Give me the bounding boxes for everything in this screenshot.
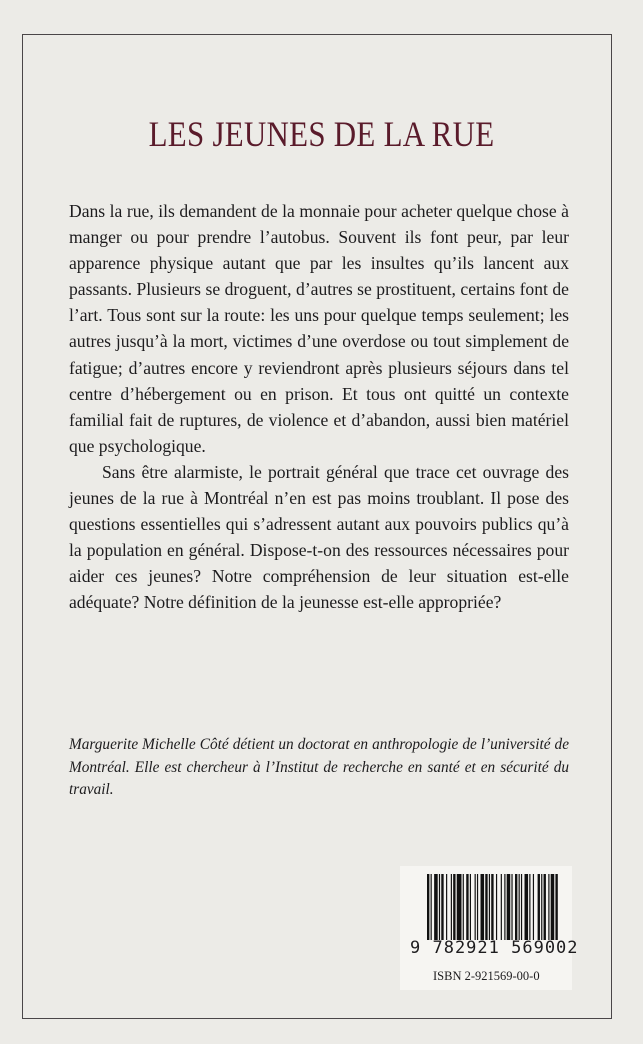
barcode-bar [529,874,530,940]
barcode-bar [555,874,557,940]
blurb-text [69,198,569,616]
barcode-bar [470,874,471,940]
barcode-bar [434,874,438,940]
barcode-bar [463,874,464,940]
barcode-bar [504,874,505,940]
barcode-bar [548,874,549,940]
barcode-bar [475,874,476,940]
barcode-bar [511,874,512,940]
blurb-paragraph-1: Dans la rue, ils demandent de la monnaie pour acheter quelque chose à manger ou pour prendre l’autobus. Souvent ils font peur, par leur apparence physique autant que par les insultes qu’ils lancent aux passants. Plusieurs se droguent, d’autres se prostituent, certains font de l’art. Tous sont sur la route: les uns pour quelque temps seulement; les autres jusqu’à la mort, victimes d’une overdose ou tout simplement de fatigue; d’autres encore y reviendront après plusieurs séjours dans tel centre d’hébergement ou en prison. Et tous ont quitté un contexte familial fait de ruptures, de violence et d’abandon, aussi bien matériel que psychologique. [69,201,569,456]
barcode-bar [496,874,497,940]
barcode-digits: 9 782921 569002 [410,938,579,958]
blurb-paragraph-2: Sans être alarmiste, le portrait général que trace cet ouvrage des jeunes de la rue à Montréal n’en est pas moins troublant. Il pose des questions essentielles qui s’adressent autant aux pouvoirs publics qu’à la population en général. Dispose-t-on des ressources nécessaires pour aider ces jeunes? Notre compréhension de leur situation est-elle adéquate? Notre définition de la jeunesse est-elle appropriée? [69,461,569,613]
barcode-bar [519,874,520,940]
barcode-bar [431,874,432,940]
barcode-block [400,866,579,990]
barcode-bar [491,874,493,940]
barcode-bar [466,874,468,940]
barcode-bar [515,874,517,940]
barcode-bar [477,874,478,940]
barcode-bar [453,874,455,940]
barcode-bar [485,874,487,940]
barcode-bar [541,874,542,940]
barcode-bar [501,874,502,940]
barcode-bar [538,874,540,940]
barcode-bar [427,874,429,940]
barcode-bar [439,874,440,940]
barcode-bar [525,874,529,940]
barcode-bar [533,874,534,940]
barcode-bar [521,874,522,940]
barcode-bar [446,874,447,940]
barcode-bar [451,874,452,940]
barcode-bar [489,874,490,940]
author-bio: Marguerite Michelle Côté détient un doctorat en anthropologie de l’université de Montréal. Elle est chercheur à l’Institut de recherche en santé et en sécurité du travail. [69,736,569,798]
barcode-bar [457,874,462,940]
barcode-bar [551,874,555,940]
barcode-bar [507,874,511,940]
book-title: LES JEUNES DE LA RUE [148,114,495,154]
barcode-bar [544,874,546,940]
barcode-bars [427,874,559,940]
barcode-bar [441,874,443,940]
isbn-number: ISBN 2-921569-00-0 [433,969,540,983]
barcode-bar [481,874,485,940]
